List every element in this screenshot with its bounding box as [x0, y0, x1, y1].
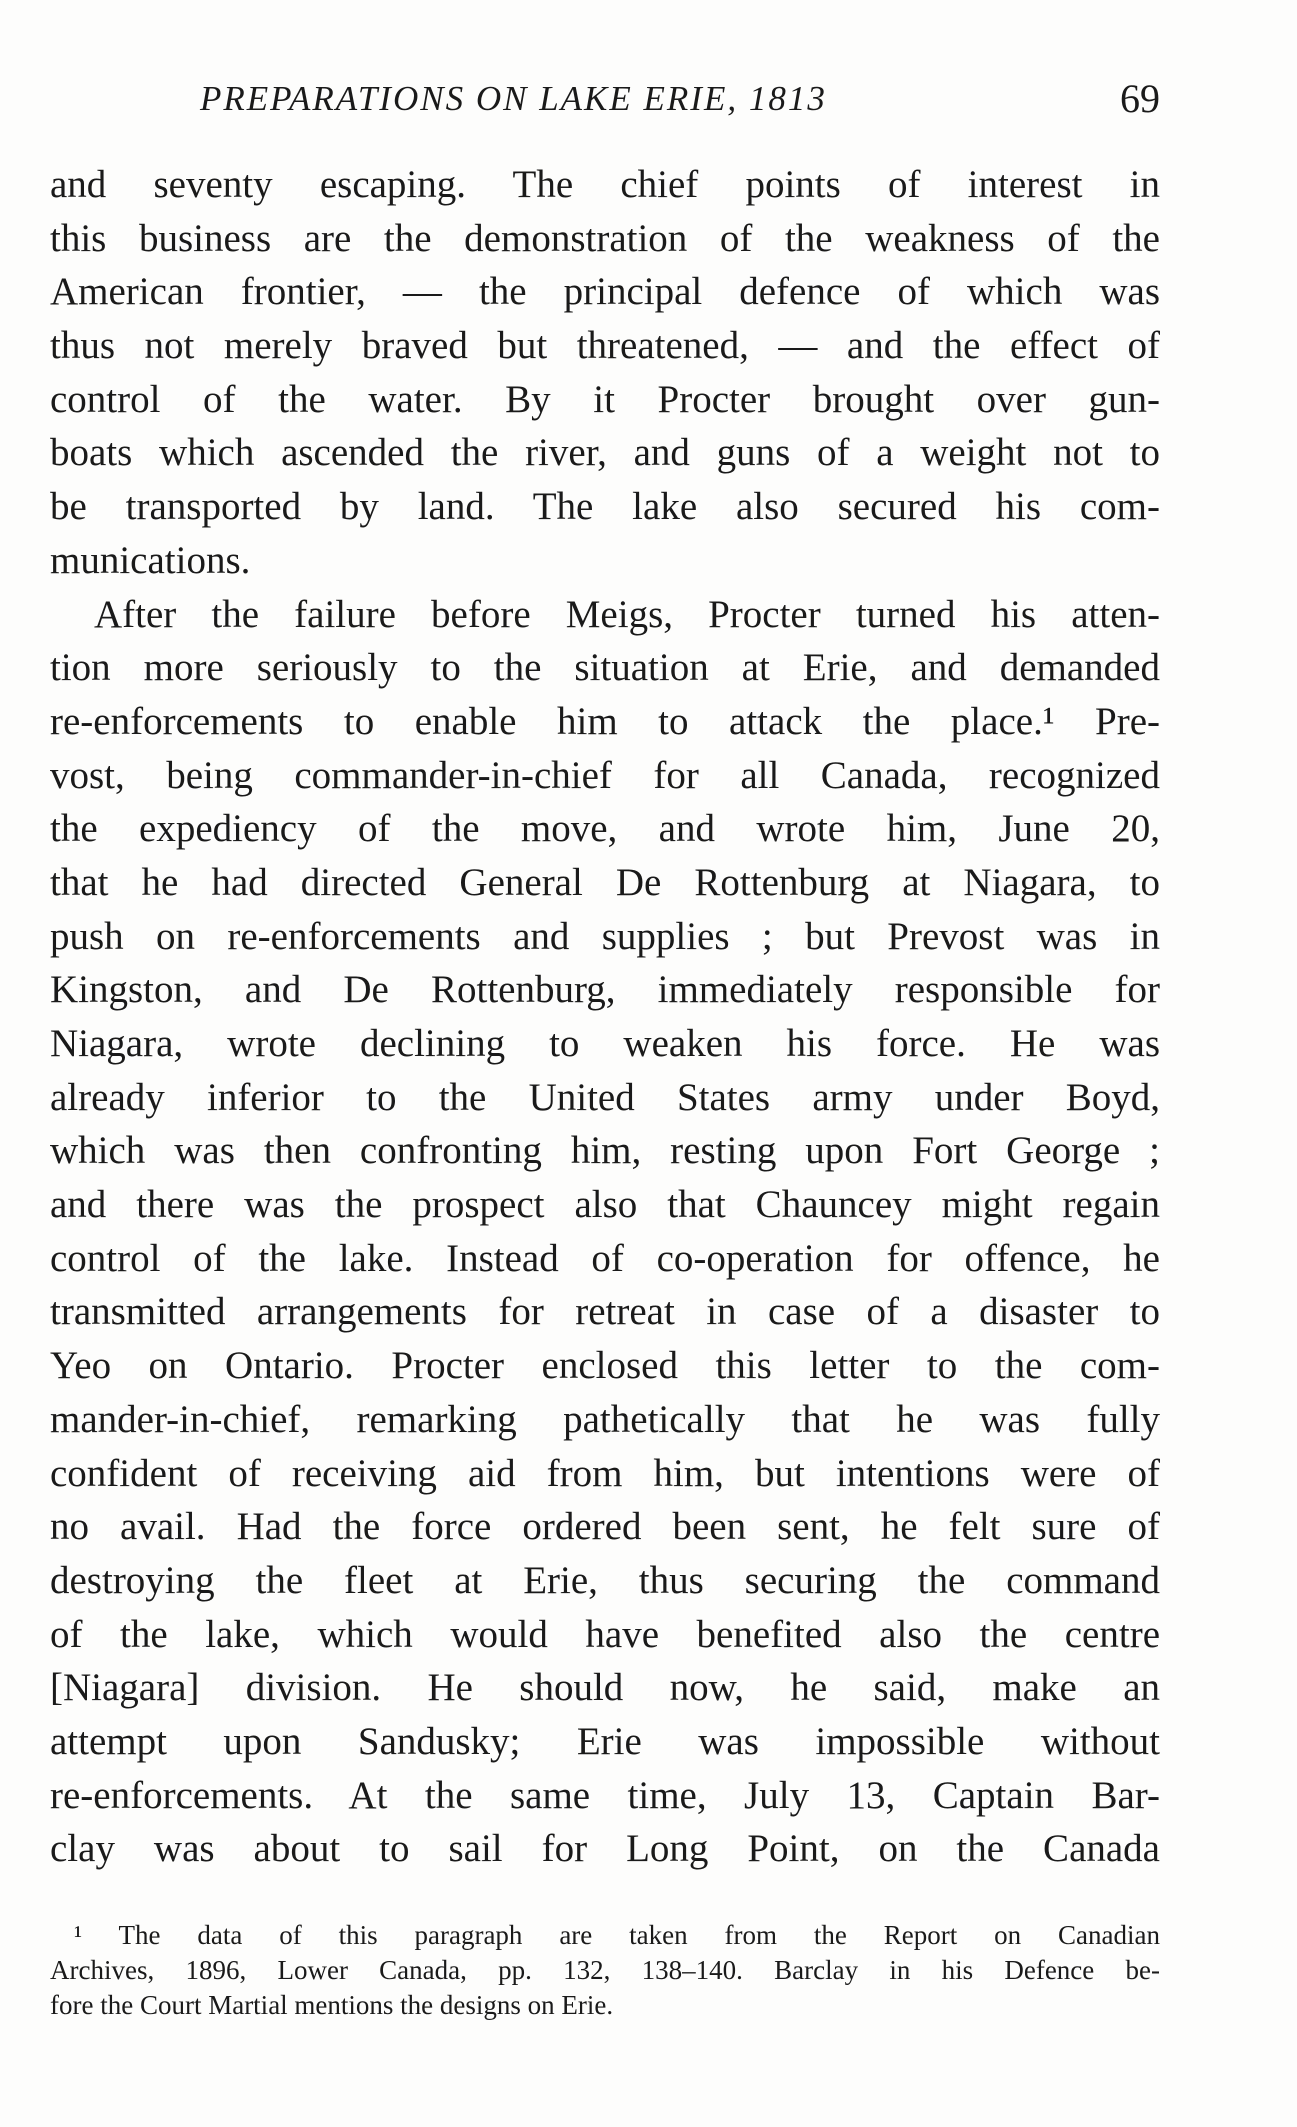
text-line: and seventy escaping. The chief points of interest in — [50, 163, 1160, 206]
text-line: control of the water. By it Procter brought over gun- — [50, 377, 1160, 421]
text-line: Yeo on Ontario. Procter enclosed this letter to the com- — [50, 1344, 1160, 1388]
text-line: control of the lake. Instead of co-operation for offence, he — [50, 1236, 1160, 1280]
text-line: that he had directed General De Rottenburg at Niagara, to — [50, 860, 1160, 904]
text-line: re-enforcements. At the same time, July 13, Captain Bar- — [50, 1773, 1160, 1817]
text-line: confident of receiving aid from him, but intentions were of — [50, 1451, 1160, 1495]
text-line: this business are the demonstration of the weakness of the — [50, 216, 1160, 260]
text-line: clay was about to sail for Long Point, on the Canada — [50, 1827, 1160, 1871]
body-text — [50, 158, 1160, 1876]
text-line: boats which ascended the river, and guns of a weight not to — [50, 431, 1160, 475]
footnote — [50, 1918, 1160, 2023]
text-line: Kingston, and De Rottenburg, immediately responsible for — [50, 968, 1160, 1012]
text-line: be transported by land. The lake also secured his com- — [50, 485, 1160, 529]
running-title: PREPARATIONS ON LAKE ERIE, 1813 — [200, 79, 827, 118]
text-line: vost, being commander-in-chief for all Canada, recognized — [50, 753, 1160, 797]
text-line: push on re-enforcements and supplies ; but Prevost was in — [50, 914, 1160, 958]
footnote-line: fore the Court Martial mentions the designs on Erie. — [50, 1990, 614, 2020]
page-number: 69 — [1120, 76, 1160, 121]
text-line: already inferior to the United States army under Boyd, — [50, 1075, 1160, 1119]
text-line: [Niagara] division. He should now, he said, make an — [50, 1666, 1160, 1710]
text-line: and there was the prospect also that Chauncey might regain — [50, 1183, 1160, 1227]
text-line: of the lake, which would have benefited also the centre — [50, 1612, 1160, 1656]
text-line: re-enforcements to enable him to attack the place.¹ Pre- — [50, 699, 1160, 743]
text-line: which was then confronting him, resting upon Fort George ; — [50, 1129, 1160, 1173]
text-line: transmitted arrangements for retreat in case of a disaster to — [50, 1290, 1160, 1334]
footnote-line: Archives, 1896, Lower Canada, pp. 132, 138–140. Barclay in his Defence be- — [50, 1955, 1160, 1985]
text-line: destroying the fleet at Erie, thus securing the command — [50, 1558, 1160, 1602]
text-line: attempt upon Sandusky; Erie was impossible without — [50, 1719, 1160, 1763]
text-line: Niagara, wrote declining to weaken his force. He was — [50, 1022, 1160, 1065]
text-line: mander-in-chief, remarking pathetically that he was fully — [50, 1397, 1160, 1441]
text-line: munications. — [50, 538, 251, 582]
running-head — [50, 75, 1160, 135]
footnote-line: ¹ The data of this paragraph are taken from the Report on Canadian — [74, 1920, 1160, 1950]
text-line: tion more seriously to the situation at Erie, and demanded — [50, 646, 1160, 690]
text-line: thus not merely braved but threatened, — and the effect of — [50, 324, 1160, 368]
text-line: After the failure before Meigs, Procter turned his atten- — [94, 592, 1160, 636]
text-line: no avail. Had the force ordered been sent, he felt sure of — [50, 1505, 1160, 1549]
text-line: the expediency of the move, and wrote him, June 20, — [50, 807, 1160, 851]
text-line: American frontier, — the principal defence of which was — [50, 270, 1160, 314]
